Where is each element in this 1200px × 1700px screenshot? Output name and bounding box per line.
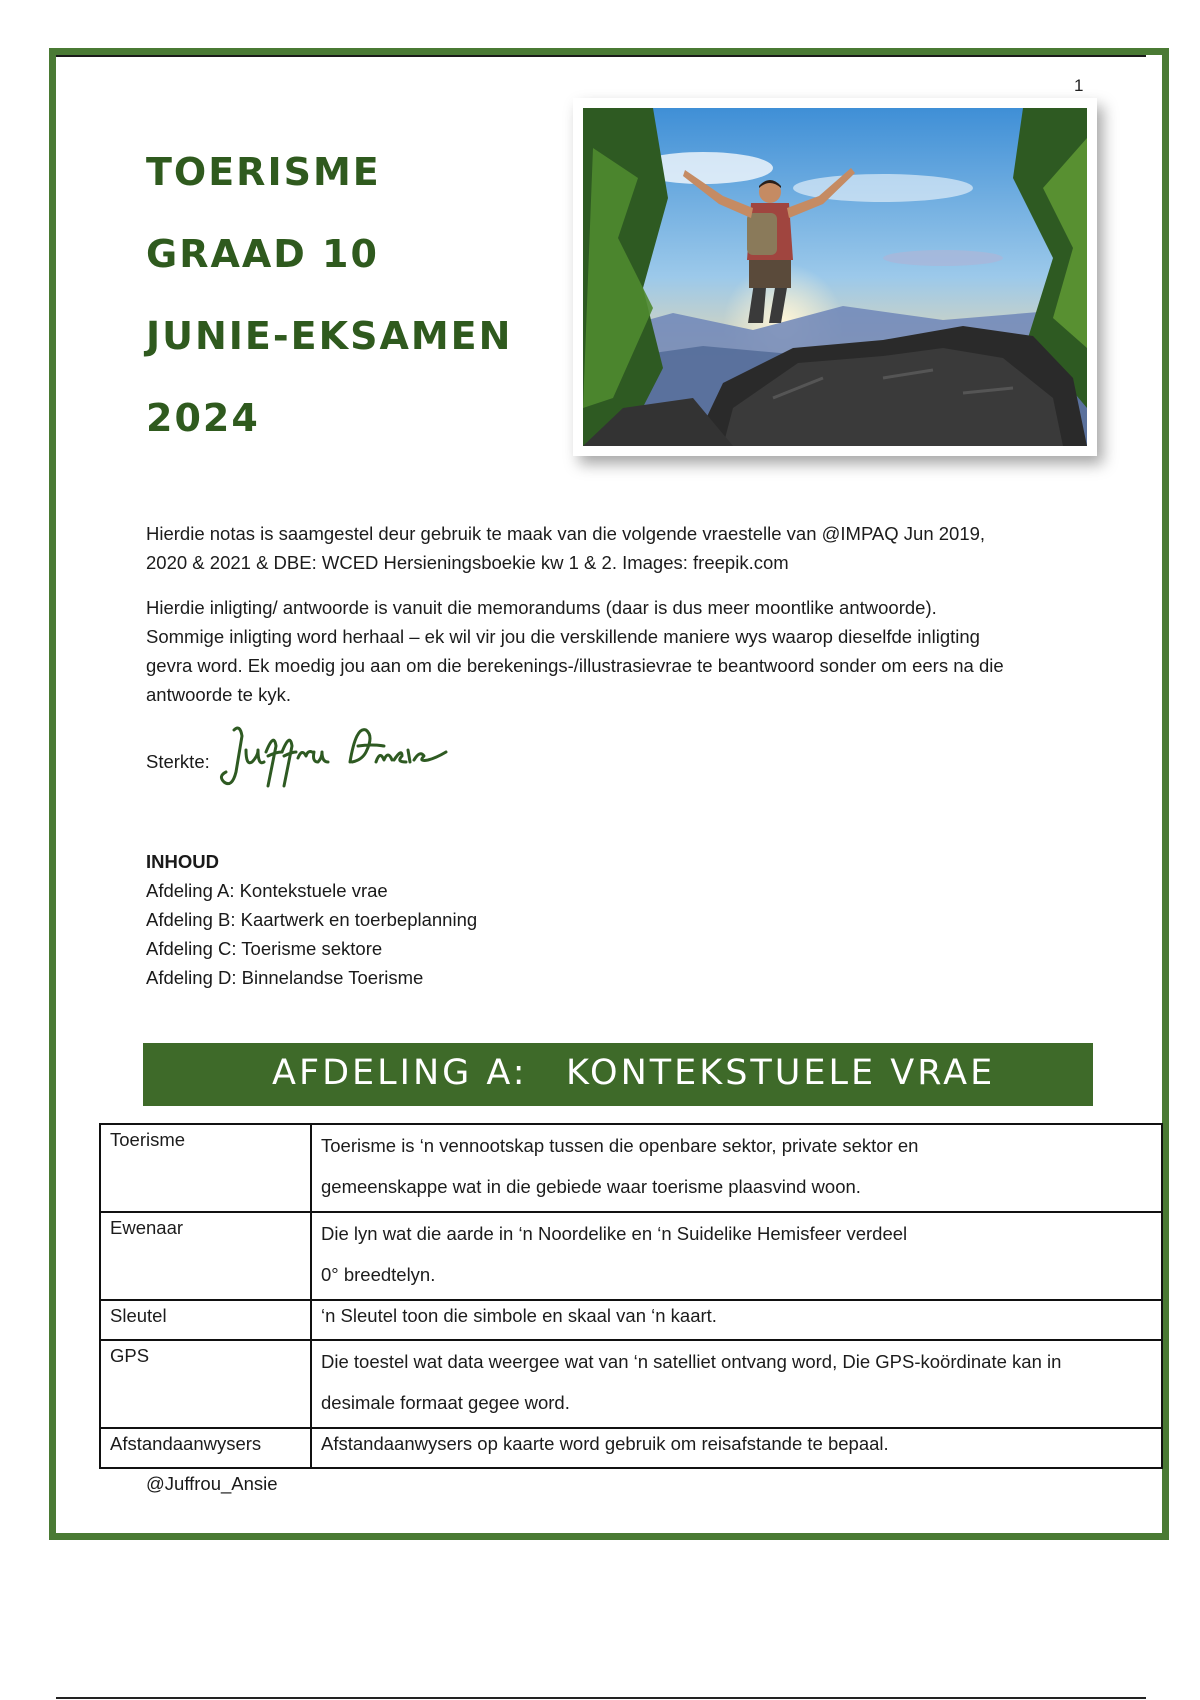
section-banner-title: KONTEKSTUELE VRAE bbox=[566, 1053, 996, 1093]
table-row bbox=[100, 1300, 1162, 1340]
definition-line: 0° breedtelyn. bbox=[321, 1264, 436, 1285]
header-rule bbox=[56, 55, 1146, 57]
table-row bbox=[100, 1124, 1162, 1212]
table-row bbox=[100, 1340, 1162, 1428]
definition-cell bbox=[311, 1428, 1162, 1468]
definition-cell bbox=[311, 1340, 1162, 1428]
contents-item: Afdeling D: Binnelandse Toerisme bbox=[146, 967, 424, 988]
definition-line: desimale formaat gegee word. bbox=[321, 1392, 570, 1413]
definition-line: Die toestel wat data weergee wat van ‘n satelliet ontvang word, Die GPS-koördinate kan in bbox=[321, 1351, 1062, 1372]
term-cell: Toerisme bbox=[100, 1124, 311, 1212]
contents-item: Afdeling B: Kaartwerk en toerbeplanning bbox=[146, 909, 478, 930]
page-number: 1 bbox=[1074, 76, 1084, 95]
contents-heading: INHOUD bbox=[146, 851, 219, 872]
intro-line-1: Hierdie notas is saamgestel deur gebruik te maak van die volgende vraestelle van @IMPAQ Jun 2019, bbox=[146, 523, 986, 544]
title-grade: GRAAD 10 bbox=[146, 232, 379, 276]
term-cell: GPS bbox=[100, 1340, 311, 1428]
definition-line: gemeenskappe wat in die gebiede waar toerisme plaasvind woon. bbox=[321, 1176, 861, 1197]
signoff-label: Sterkte: bbox=[146, 751, 210, 772]
section-banner-label: AFDELING A: bbox=[272, 1053, 528, 1093]
title-year: 2024 bbox=[146, 396, 260, 440]
table-row bbox=[100, 1428, 1162, 1468]
signature bbox=[216, 722, 456, 792]
signature-text: Juffrou Ansie bbox=[216, 722, 222, 723]
definition-line: Toerisme is ‘n vennootskap tussen die openbare sektor, private sektor en bbox=[321, 1135, 919, 1156]
title-exam: JUNIE-EKSAMEN bbox=[146, 314, 513, 358]
definition-line: ‘n Sleutel toon die simbole en skaal van ‘n kaart. bbox=[321, 1305, 717, 1326]
note-line-1: Hierdie inligting/ antwoorde is vanuit die memorandums (daar is dus meer moontlike antwoorde). bbox=[146, 597, 937, 618]
table-row bbox=[100, 1212, 1162, 1300]
definition-line: Die lyn wat die aarde in ‘n Noordelike en ‘n Suidelike Hemisfeer verdeel bbox=[321, 1223, 908, 1244]
contents-item: Afdeling A: Kontekstuele vrae bbox=[146, 880, 388, 901]
author-handle: @Juffrou_Ansie bbox=[146, 1473, 278, 1494]
note-line-2: Sommige inligting word herhaal – ek wil vir jou die verskillende maniere wys waarop dieselfde inligting bbox=[146, 626, 980, 647]
note-line-3: gevra word. Ek moedig jou aan om die berekenings-/illustrasievrae te beantwoord sonder om eers na die bbox=[146, 655, 1004, 676]
contents-item: Afdeling C: Toerisme sektore bbox=[146, 938, 383, 959]
hiker-illustration bbox=[583, 108, 1087, 446]
title-subject: TOERISME bbox=[146, 150, 381, 194]
intro-line-2: 2020 & 2021 & DBE: WCED Hersieningsboekie kw 1 & 2. Images: freepik.com bbox=[146, 552, 789, 573]
hiker-photo bbox=[573, 98, 1097, 456]
definition-cell bbox=[311, 1212, 1162, 1300]
term-cell: Ewenaar bbox=[100, 1212, 311, 1300]
definition-line: Afstandaanwysers op kaarte word gebruik om reisafstande te bepaal. bbox=[321, 1433, 889, 1454]
definitions-table bbox=[99, 1123, 1163, 1469]
section-banner bbox=[143, 1043, 1093, 1106]
next-page-rule bbox=[56, 1697, 1146, 1699]
term-cell: Afstandaanwysers bbox=[100, 1428, 311, 1468]
term-cell: Sleutel bbox=[100, 1300, 311, 1340]
note-line-4: antwoorde te kyk. bbox=[146, 684, 291, 705]
definition-cell bbox=[311, 1124, 1162, 1212]
definition-cell bbox=[311, 1300, 1162, 1340]
